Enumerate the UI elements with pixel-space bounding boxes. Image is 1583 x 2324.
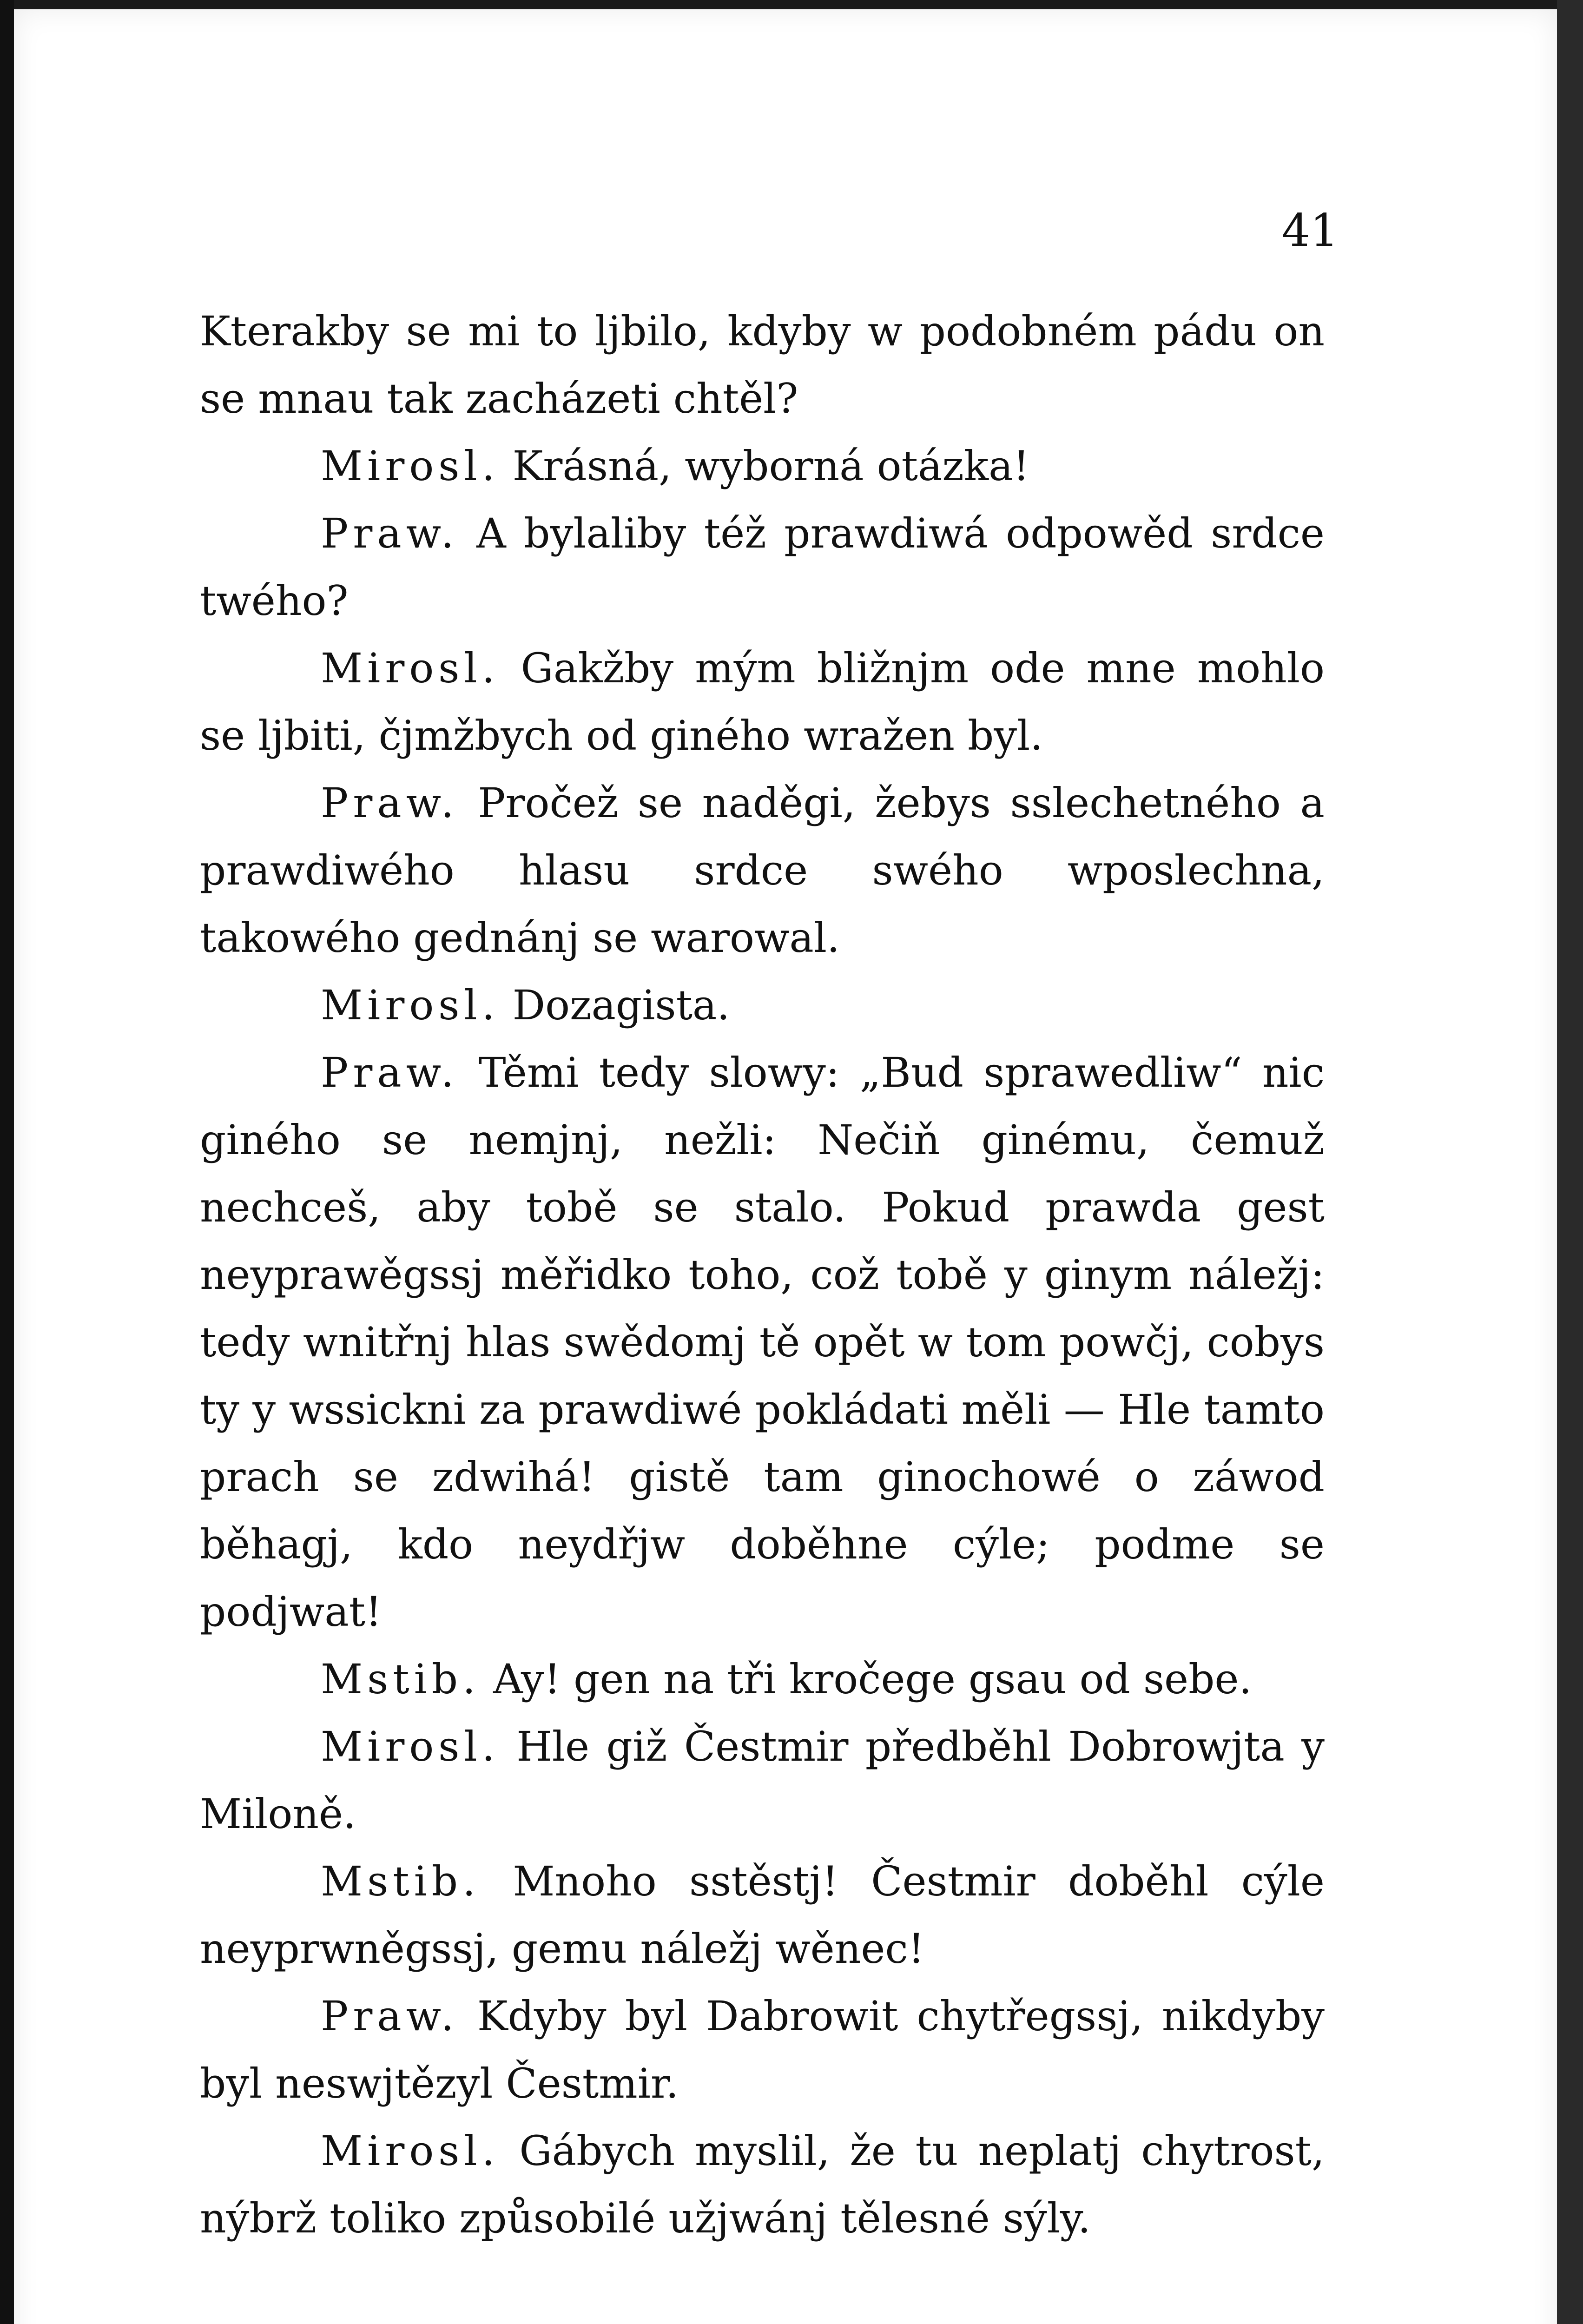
paragraph	[200, 634, 1325, 769]
speaker-label: Mirosl.	[321, 644, 500, 692]
paragraph	[200, 769, 1325, 971]
paragraph	[200, 971, 1325, 1039]
paragraph	[200, 1039, 1325, 1645]
paragraph-text: Gábych myslil, že tu neplatj chytrost, nýbrž toliko způsobilé užjwánj tělesné sýly.	[200, 2127, 1325, 2242]
speaker-label: Praw.	[321, 1049, 459, 1096]
paragraph-text: Kterakby se mi to ljbilo, kdyby w podobném pádu on se mnau tak zacházeti chtěl?	[200, 307, 1325, 423]
paragraph-text: Hle giž Čestmir předběhl Dobrowjta y Miloně.	[200, 1723, 1325, 1838]
paragraph-text: Ay! gen na tři kročege gsau od sebe.	[493, 1655, 1252, 1703]
paragraph-text: Kdyby byl Dabrowit chytřegssj, nikdyby byl neswjtězyl Čestmir.	[200, 1992, 1325, 2107]
speaker-label: Mstib.	[321, 1655, 481, 1703]
paragraph	[200, 500, 1325, 634]
scan-edge-left	[0, 0, 14, 2324]
paragraph-text: Dozagista.	[512, 981, 730, 1029]
scan-edge-right	[1557, 0, 1583, 2324]
speaker-label: Praw.	[321, 779, 459, 827]
paragraph-text: Pročež se naděgi, žebys sslechetného a prawdiwého hlasu srdce swého wposlechna, takowého gednánj se warowal.	[200, 779, 1325, 962]
paragraph-text: A bylaliby též prawdiwá odpowěd srdce twého?	[200, 509, 1325, 625]
speaker-label: Mstib.	[321, 1857, 481, 1905]
speaker-label: Mirosl.	[321, 1723, 500, 1770]
speaker-label: Mirosl.	[321, 981, 500, 1029]
paragraph	[200, 1848, 1325, 1982]
paragraph-text: Těmi tedy slowy: „Bud sprawedliw“ nic giného se nemjnj, nežli: Nečiň ginému, čemuž nechceš, aby tobě se stalo. Pokud prawda gest neyprawěgssj měřidko toho, což tobě y ginym náležj: tedy wnitřnj hlas swědomj tě opět w tom powčj, cobys ty y wssickni za prawdiwé pokládati měli — Hle tamto prach se zdwihá! gistě tam ginochowé o záwod běhagj, kdo neydřjw doběhne cýle; podme se podjwat!	[200, 1049, 1325, 1636]
speaker-label: Praw.	[321, 1992, 459, 2040]
speaker-label: Mirosl.	[321, 442, 500, 490]
page-number: 41	[1281, 205, 1339, 257]
paragraph	[200, 1982, 1325, 2117]
paragraph	[200, 297, 1325, 432]
paragraph	[200, 1713, 1325, 1848]
paragraph-text: Krásná, wyborná otázka!	[512, 442, 1029, 490]
paragraph	[200, 432, 1325, 500]
paragraph-text: Gakžby mým bližnjm ode mne mohlo se ljbiti, čjmžbych od giného wražen byl.	[200, 644, 1325, 759]
page-text	[200, 297, 1325, 2252]
book-page	[14, 9, 1557, 2324]
paragraph-text: Mnoho sstěstj! Čestmir doběhl cýle neyprwněgssj, gemu náležj wěnec!	[200, 1857, 1325, 1973]
speaker-label: Praw.	[321, 509, 459, 557]
paragraph	[200, 1645, 1325, 1713]
speaker-label: Mirosl.	[321, 2127, 500, 2175]
paragraph	[200, 2117, 1325, 2252]
